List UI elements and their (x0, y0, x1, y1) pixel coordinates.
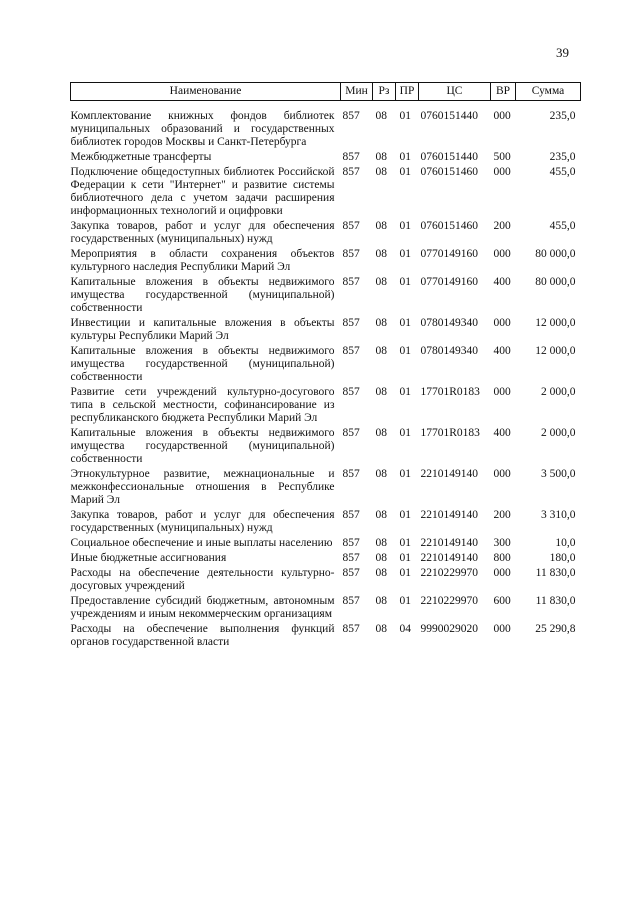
cell-pr: 04 (399, 623, 411, 635)
header-cs: ЦС (419, 83, 491, 101)
cell-cs: 2210149140 (420, 552, 478, 564)
cell-pr: 01 (399, 427, 411, 439)
cell-vr: 400 (493, 427, 511, 439)
cell-vr: 000 (493, 623, 511, 635)
cell-cs: 17701R0183 (420, 427, 480, 439)
cell-name: Подключение общедоступных библиотек Российской Федерации к сети "Интернет" и развитие системы библиотечного дела с учетом задачи расширения информационных технологий и оцифровки (70, 166, 335, 217)
cell-min: 857 (342, 509, 360, 521)
cell-sum: 235,0 (549, 110, 576, 122)
cell-sum: 80 000,0 (535, 248, 576, 260)
cell-cs: 2210149140 (420, 509, 478, 521)
cell-pr: 01 (399, 317, 411, 329)
cell-vr: 000 (493, 386, 511, 398)
cell-vr: 500 (493, 151, 511, 163)
cell-rz: 08 (375, 386, 387, 398)
cell-pr: 01 (399, 151, 411, 163)
cell-min: 857 (342, 151, 360, 163)
header-sum: Сумма (516, 83, 581, 101)
cell-name: Расходы на обеспечение деятельности культурно-досуговых учреждений (70, 567, 335, 592)
cell-name: Межбюджетные трансферты (70, 151, 212, 163)
cell-sum: 10,0 (555, 537, 576, 549)
cell-sum: 455,0 (549, 166, 576, 178)
cell-min: 857 (342, 317, 360, 329)
cell-pr: 01 (399, 276, 411, 288)
header-vr: ВР (491, 83, 516, 101)
cell-vr: 000 (493, 248, 511, 260)
cell-name: Социальное обеспечение и иные выплаты населению (70, 537, 333, 549)
cell-pr: 01 (399, 220, 411, 232)
table-row (71, 276, 581, 317)
cell-vr: 400 (493, 345, 511, 357)
table-row (71, 595, 581, 623)
cell-name: Расходы на обеспечение выполнения функций органов государственной власти (70, 623, 335, 648)
cell-name: Закупка товаров, работ и услуг для обеспечения государственных (муниципальных) нужд (70, 220, 335, 245)
cell-min: 857 (342, 537, 360, 549)
cell-rz: 08 (375, 509, 387, 521)
cell-cs: 17701R0183 (420, 386, 480, 398)
table-row (71, 166, 581, 220)
cell-vr: 000 (493, 166, 511, 178)
cell-min: 857 (342, 110, 360, 122)
cell-min: 857 (342, 345, 360, 357)
cell-pr: 01 (399, 166, 411, 178)
cell-rz: 08 (375, 317, 387, 329)
cell-rz: 08 (375, 595, 387, 607)
cell-pr: 01 (399, 110, 411, 122)
cell-sum: 12 000,0 (535, 317, 576, 329)
budget-table (70, 82, 581, 651)
cell-name: Закупка товаров, работ и услуг для обеспечения государственных (муниципальных) нужд (70, 509, 335, 534)
cell-cs: 0780149340 (420, 345, 478, 357)
cell-pr: 01 (399, 552, 411, 564)
cell-pr: 01 (399, 468, 411, 480)
cell-cs: 0780149340 (420, 317, 478, 329)
cell-vr: 000 (493, 317, 511, 329)
cell-cs: 2210229970 (420, 567, 478, 579)
cell-name: Предоставление субсидий бюджетным, автономным учреждениям и иным некоммерческим организациям (70, 595, 335, 620)
table-row (71, 509, 581, 537)
table-row (71, 317, 581, 345)
cell-min: 857 (342, 220, 360, 232)
header-min: Мин (341, 83, 373, 101)
table-row (71, 248, 581, 276)
cell-vr: 200 (493, 220, 511, 232)
cell-rz: 08 (375, 248, 387, 260)
cell-rz: 08 (375, 345, 387, 357)
header-name: Наименование (71, 83, 341, 101)
cell-vr: 300 (493, 537, 511, 549)
cell-vr: 000 (493, 567, 511, 579)
cell-sum: 180,0 (549, 552, 576, 564)
cell-min: 857 (342, 248, 360, 260)
cell-cs: 0770149160 (420, 276, 478, 288)
cell-cs: 9990029020 (420, 623, 478, 635)
page-number: 39 (556, 45, 569, 60)
cell-pr: 01 (399, 537, 411, 549)
cell-cs: 0770149160 (420, 248, 478, 260)
table-body (71, 101, 581, 652)
table-row (71, 537, 581, 552)
cell-pr: 01 (399, 509, 411, 521)
cell-sum: 235,0 (549, 151, 576, 163)
cell-rz: 08 (375, 623, 387, 635)
cell-sum: 11 830,0 (535, 595, 576, 607)
table-row (71, 623, 581, 651)
cell-sum: 11 830,0 (535, 567, 576, 579)
cell-sum: 2 000,0 (541, 386, 576, 398)
table-row (71, 427, 581, 468)
table-row (71, 220, 581, 248)
cell-sum: 12 000,0 (535, 345, 576, 357)
cell-sum: 2 000,0 (541, 427, 576, 439)
cell-pr: 01 (399, 386, 411, 398)
cell-rz: 08 (375, 537, 387, 549)
cell-rz: 08 (375, 166, 387, 178)
cell-min: 857 (342, 276, 360, 288)
cell-sum: 80 000,0 (535, 276, 576, 288)
cell-cs: 2210229970 (420, 595, 478, 607)
cell-rz: 08 (375, 110, 387, 122)
cell-min: 857 (342, 623, 360, 635)
cell-rz: 08 (375, 276, 387, 288)
cell-rz: 08 (375, 567, 387, 579)
header-pr: ПР (396, 83, 419, 101)
cell-name: Мероприятия в области сохранения объектов культурного наследия Республики Марий Эл (70, 248, 335, 273)
cell-vr: 000 (493, 110, 511, 122)
cell-pr: 01 (399, 345, 411, 357)
cell-name: Комплектование книжных фондов библиотек муниципальных образований и государственных библиотек городов Москвы и Санкт-Петербурга (70, 110, 335, 148)
cell-min: 857 (342, 468, 360, 480)
cell-cs: 2210149140 (420, 537, 478, 549)
table-row (71, 468, 581, 509)
cell-min: 857 (342, 386, 360, 398)
cell-pr: 01 (399, 595, 411, 607)
cell-min: 857 (342, 595, 360, 607)
table-row (71, 151, 581, 166)
table-row (71, 345, 581, 386)
cell-min: 857 (342, 567, 360, 579)
cell-name: Капитальные вложения в объекты недвижимого имущества государственной (муниципальной) собственности (70, 276, 335, 314)
cell-cs: 0760151460 (420, 166, 478, 178)
cell-name: Иные бюджетные ассигнования (70, 552, 227, 564)
cell-min: 857 (342, 552, 360, 564)
table-row (71, 552, 581, 567)
cell-name: Капитальные вложения в объекты недвижимого имущества государственной (муниципальной) собственности (70, 427, 335, 465)
cell-name: Инвестиции и капитальные вложения в объекты культуры Республики Марий Эл (70, 317, 335, 342)
cell-min: 857 (342, 166, 360, 178)
cell-sum: 3 310,0 (541, 509, 576, 521)
cell-cs: 0760151460 (420, 220, 478, 232)
cell-cs: 2210149140 (420, 468, 478, 480)
cell-vr: 000 (493, 468, 511, 480)
header-rz: Рз (373, 83, 396, 101)
cell-rz: 08 (375, 552, 387, 564)
cell-name: Развитие сети учреждений культурно-досугового типа в сельской местности, софинансирование из республиканского бюджета Республики Марий Эл (70, 386, 335, 424)
table-row (71, 386, 581, 427)
cell-vr: 400 (493, 276, 511, 288)
cell-vr: 800 (493, 552, 511, 564)
table-row (71, 567, 581, 595)
cell-vr: 200 (493, 509, 511, 521)
cell-rz: 08 (375, 468, 387, 480)
cell-cs: 0760151440 (420, 110, 478, 122)
cell-rz: 08 (375, 151, 387, 163)
cell-pr: 01 (399, 567, 411, 579)
cell-sum: 455,0 (549, 220, 576, 232)
cell-cs: 0760151440 (420, 151, 478, 163)
cell-pr: 01 (399, 248, 411, 260)
table-row (71, 101, 581, 152)
cell-rz: 08 (375, 427, 387, 439)
cell-name: Капитальные вложения в объекты недвижимого имущества государственной (муниципальной) собственности (70, 345, 335, 383)
cell-rz: 08 (375, 220, 387, 232)
cell-vr: 600 (493, 595, 511, 607)
cell-sum: 3 500,0 (541, 468, 576, 480)
cell-sum: 25 290,8 (535, 623, 576, 635)
cell-min: 857 (342, 427, 360, 439)
table-header-row (71, 83, 581, 101)
cell-name: Этнокультурное развитие, межнациональные и межконфессиональные отношения в Республике Марий Эл (70, 468, 335, 506)
